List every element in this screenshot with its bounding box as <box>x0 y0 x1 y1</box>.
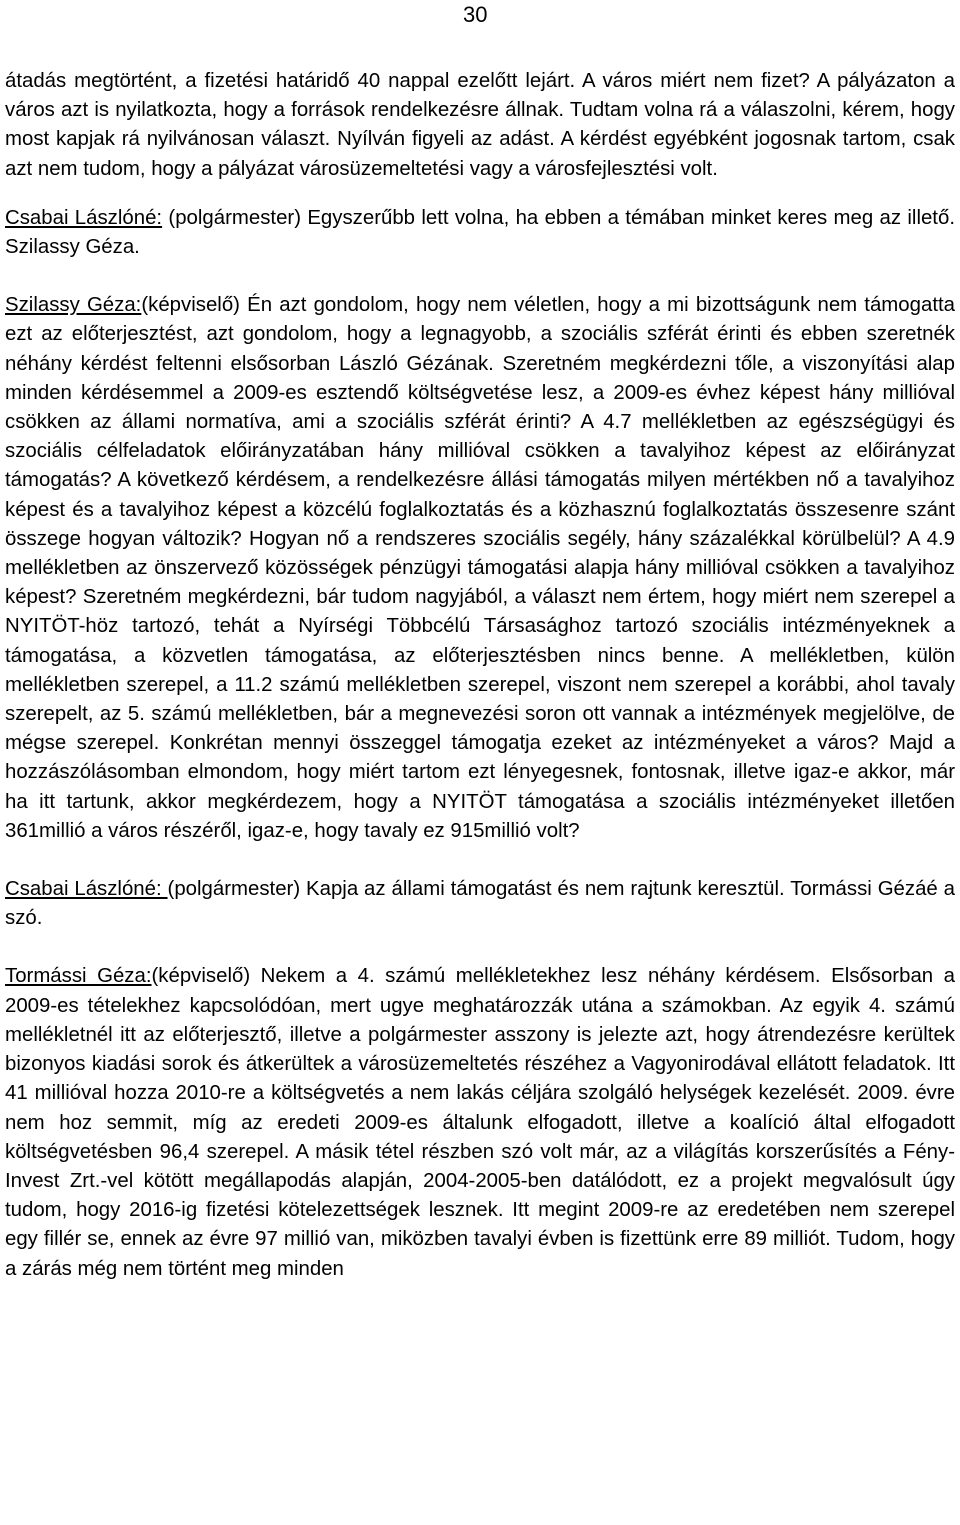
page-number: 30 <box>463 2 488 27</box>
paragraph-intro <box>5 67 955 184</box>
paragraph-mayor-response <box>5 204 955 262</box>
paragraph-mayor-reply <box>5 875 955 933</box>
paragraph-text: (képviselő) Nekem a 4. számú mellékletekhez lesz néhány kérdésem. Elsősorban a 2009-es tételekhez kapcsolódóan, mert ugye meghatározzák utána a számokban. Az egyik 4. számú mellékletnél itt az előterjesztő, illetve a polgármester asszony is jelezte azt, hogy átrendezésre kerültek bizonyos kiadási sorok és átkerültek a városüzemeltetés részéhez a Vagyonirodával ellátott feladatok. Itt 41 millióval hozza 2010-re a költségvetés a nem lakás céljára szolgáló helységek kezelését. 2009. évre nem hoz semmit, míg az eredeti 2009-es általunk elfogadott, illetve a koalíció által elfogadott költségvetésben 96,4 szerepel. A másik tétel részben szó volt már, az a világítás korszerűsítés a Fény-Invest Zrt.-vel kötött megállapodás alapján, 2004-2005-ben datálódott, ez a projekt megvalósult úgy tudom, hogy 2016-ig fizetési kötelezettségek lesznek. Itt megint 2009-re az eredetében nem szerepel egy fillér se, ennek az évre 97 millió van, miközben tavalyi évben is fizettünk erre 89 milliót. Tudom, hogy a zárás még nem történt meg minden <box>5 965 955 1280</box>
paragraph-text: átadás megtörtént, a fizetési határidő 40 nappal ezelőtt lejárt. A város miért nem fizet? A pályázaton a város azt is nyilatkozta, hogy a források rendelkezésre állnak. Tudtam volna rá a válaszolni, kérem, hogy most kapjak rá nyilvánosan választ. Nyílván figyeli az adást. A kérdést egyébként jogosnak tartom, csak azt nem tudom, hogy a pályázat városüzemeltetési vagy a városfejlesztési volt. <box>5 70 955 180</box>
paragraph-text: (képviselő) Én azt gondolom, hogy nem véletlen, hogy a mi bizottságunk nem támogatta ezt az előterjesztést, azt gondolom, hogy a legnagyobb, a szociális szférát érinti és ebben szeretnék néhány kérdést feltenni elsősorban László Gézának. Szeretném megkérdezni tőle, a viszonyítási alap minden kérdésemmel a 2009-es esztendő költségvetése lesz, a 2009-es évhez képest hány millióval csökken az állami normatíva, ami a szociális szférát érinti? A 4.7 mellékletben az egészségügyi és szociális célfeladatok előirányzatában hány millióval csökken a tavalyihoz képest az előirányzat támogatás? A következő kérdésem, a rendelkezésre állási támogatás milyen mértékben nő a tavalyihoz képest és a tavalyihoz képest a közcélú foglalkoztatás és a közhasznú foglalkoztatás összesenre szánt összege hogyan változik? Hogyan nő a rendszeres szociális segély, hány százalékkal körülbelül? A 4.9 mellékletben az önszervező közösségek pénzügyi támogatási alapja hány millióval csökken a tavalyihoz képest? Szeretném megkérdezni, bár tudom nagyjából, a választ nem értem, hogy miért nem szerepel a NYITÖT-höz tartozó, tehát a Nyírségi Többcélú Társasághoz tartozó szociális intézményeknek a támogatása, a közvetlen támogatása, az előterjesztésben nincs benne. A mellékletben, külön mellékletben szerepel, a 11.2 számú mellékletben szerepel, viszont nem szerepel a korábbi, ahol tavaly szerepelt, az 5. számú mellékletben, bár a megnevezési soron ott vannak a intézmények megjelölve, de mégse szerepel. Konkrétan mennyi összeggel támogatja ezeket az intézményeket a város? Majd a hozzászólásomban elmondom, hogy miért tartom ezt lényegesnek, fontosnak, illetve igaz-e akkor, már ha itt tartunk, akkor megkérdezem, hogy a NYITÖT támogatása a szociális intézményeket illetően 361millió a város részéről, igaz-e, hogy tavaly ez 915millió volt? <box>5 294 955 842</box>
speaker-name: Csabai Lászlóné: <box>5 878 168 901</box>
paragraph-szilassy <box>5 291 955 846</box>
paragraph-tormassi <box>5 962 955 1283</box>
speaker-name: Szilassy Géza: <box>5 294 142 317</box>
speaker-name: Csabai Lászlóné: <box>5 206 163 229</box>
document-body <box>5 67 955 1284</box>
paragraph-text: (polgármester) Kapja az állami támogatást és nem rajtunk keresztül. Tormássi Gézáé a szó. <box>5 878 956 930</box>
speaker-name: Tormássi Géza: <box>5 965 152 988</box>
paragraph-text: (polgármester) Egyszerűbb lett volna, ha ebben a témában minket keres meg az illető. Szilassy Géza. <box>5 206 955 259</box>
